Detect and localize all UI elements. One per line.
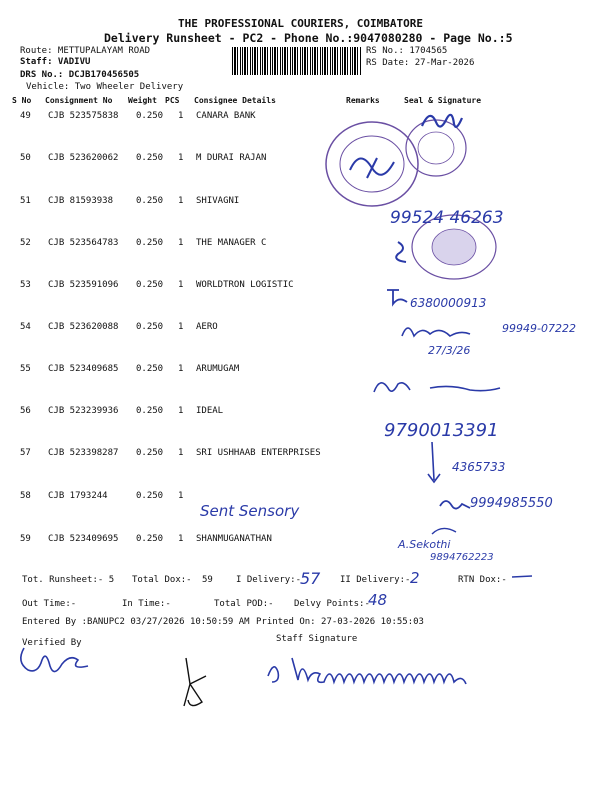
row-consignee: AERO (196, 322, 218, 332)
col-seal-signature: Seal & Signature (404, 96, 482, 105)
row-consignee: THE MANAGER C (196, 238, 267, 248)
row-consignment: CJB 81593938 (48, 196, 114, 206)
row53-signature (385, 284, 415, 306)
total-dox-label: Total Dox:- (132, 575, 192, 585)
i-delivery-value: 57 (300, 569, 321, 588)
row57-phone: 9790013391 (384, 420, 499, 441)
drs-number: DRS No.: DCJB170456505 (20, 70, 140, 80)
row-consignee: CANARA BANK (196, 111, 256, 121)
out-time: Out Time:- (22, 599, 77, 609)
row-weight: 0.250 (136, 322, 164, 332)
staff-signature-label: Staff Signature (276, 634, 358, 644)
rs-number: RS No.: 1704565 (366, 46, 448, 56)
initial-mark (176, 654, 216, 714)
row-sno: 53 (20, 280, 31, 290)
entered-by: Entered By :BANUPC2 03/27/2026 10:50:59 AM (22, 617, 250, 627)
row-pcs: 1 (178, 364, 184, 374)
row-sno: 58 (20, 491, 31, 501)
row-consignment: CJB 523575838 (48, 111, 119, 121)
row49-signature (418, 106, 466, 136)
row-weight: 0.250 (136, 153, 164, 163)
verified-signature (14, 640, 94, 680)
staff-signature (262, 650, 532, 686)
row55-signature (370, 374, 510, 398)
row-pcs: 1 (178, 196, 184, 206)
row-pcs: 1 (178, 280, 184, 290)
row58-signature (438, 494, 472, 516)
row-consignment: CJB 1793244 (48, 491, 108, 501)
row-weight: 0.250 (136, 364, 164, 374)
row59-phone: 9894762223 (430, 552, 494, 563)
row-pcs: 1 (178, 448, 184, 458)
company-name: THE PROFESSIONAL COURIERS, COIMBATORE (178, 17, 424, 30)
row58-remark: Sent Sensory (200, 502, 300, 520)
row58-phone: 9994985550 (470, 496, 553, 511)
row-consignee: SHIVAGNI (196, 196, 240, 206)
i-delivery-label: I Delivery:- (236, 575, 302, 585)
row-consignee: WORLDTRON LOGISTIC (196, 280, 294, 290)
ii-delivery-label: II Delivery:- (340, 575, 411, 585)
row-weight: 0.250 (136, 111, 164, 121)
route: Route: METTUPALAYAM ROAD (20, 46, 151, 56)
row-consignee: IDEAL (196, 406, 224, 416)
row53-phone: 6380000913 (410, 296, 487, 310)
col-consignee: Consignee Details (194, 96, 276, 105)
col-weight: Weight (128, 96, 157, 105)
col-consignment: Consignment No (45, 96, 113, 105)
col-pcs: PCS (165, 96, 180, 105)
row-consignment: CJB 523564783 (48, 238, 119, 248)
row-sno: 54 (20, 322, 31, 332)
row-pcs: 1 (178, 322, 184, 332)
row-consignee: ARUMUGAM (196, 364, 240, 374)
rs-date: RS Date: 27-Mar-2026 (366, 58, 475, 68)
rtn-dox-label: RTN Dox:- (458, 575, 507, 585)
delvy-points-value: 48 (368, 591, 388, 609)
row-weight: 0.250 (136, 238, 164, 248)
row-sno: 51 (20, 196, 31, 206)
row-pcs: 1 (178, 111, 184, 121)
row-weight: 0.250 (136, 196, 164, 206)
delvy-points-label: Delvy Points:- (294, 599, 370, 609)
row-sno: 56 (20, 406, 31, 416)
row-sno: 57 (20, 448, 31, 458)
row54-phone: 99949-07222 (502, 322, 576, 335)
row-consignment: CJB 523591096 (48, 280, 119, 290)
row-weight: 0.250 (136, 406, 164, 416)
row-sno: 49 (20, 111, 31, 121)
row-sno: 52 (20, 238, 31, 248)
row-consignment: CJB 523620062 (48, 153, 119, 163)
row-pcs: 1 (178, 406, 184, 416)
row57-arrow (424, 440, 444, 484)
vehicle: Vehicle: Two Wheeler Delivery (26, 82, 184, 92)
col-remarks: Remarks (346, 96, 380, 105)
row-pcs: 1 (178, 153, 184, 163)
ii-delivery-value: 2 (410, 569, 420, 587)
printed-on: Printed On: 27-03-2026 10:55:03 (256, 617, 424, 627)
rtn-dox-dash (510, 574, 534, 580)
row-consignment: CJB 523620088 (48, 322, 119, 332)
row-consignee: SHANMUGANATHAN (196, 534, 272, 544)
row-weight: 0.250 (136, 448, 164, 458)
row-pcs: 1 (178, 534, 184, 544)
row-sno: 55 (20, 364, 31, 374)
row52-signature (392, 240, 412, 264)
staff: Staff: VADIVU (20, 57, 91, 67)
row-consignment: CJB 523398287 (48, 448, 119, 458)
row54-signature (400, 318, 500, 342)
row-sno: 59 (20, 534, 31, 544)
barcode (232, 47, 362, 75)
row-pcs: 1 (178, 238, 184, 248)
row54-date: 27/3/26 (428, 344, 471, 357)
row-weight: 0.250 (136, 534, 164, 544)
row-consignment: CJB 523409685 (48, 364, 119, 374)
total-pod: Total POD:- (214, 599, 274, 609)
in-time: In Time:- (122, 599, 171, 609)
row-consignee: SRI USHHAAB ENTERPRISES (196, 448, 321, 458)
row-consignee: M DURAI RAJAN (196, 153, 267, 163)
col-sno: S No (12, 96, 32, 105)
row59-stroke (430, 524, 460, 538)
row52-phone: 99524 46263 (390, 208, 504, 228)
row-weight: 0.250 (136, 280, 164, 290)
row57-extra: 4365733 (452, 460, 506, 474)
row-consignment: CJB 523239936 (48, 406, 119, 416)
row-weight: 0.250 (136, 491, 164, 501)
row59-name: A.Sekothi (398, 538, 451, 551)
row-pcs: 1 (178, 491, 184, 501)
verified-by: Verified By (22, 638, 82, 648)
runsheet-title: Delivery Runsheet - PC2 - Phone No.:9047080280 - Page No.:5 (104, 31, 513, 45)
row-sno: 50 (20, 153, 31, 163)
tot-runsheet: Tot. Runsheet:- 5 (22, 575, 115, 585)
row-consignment: CJB 523409695 (48, 534, 119, 544)
total-dox-value: 59 (202, 575, 213, 585)
